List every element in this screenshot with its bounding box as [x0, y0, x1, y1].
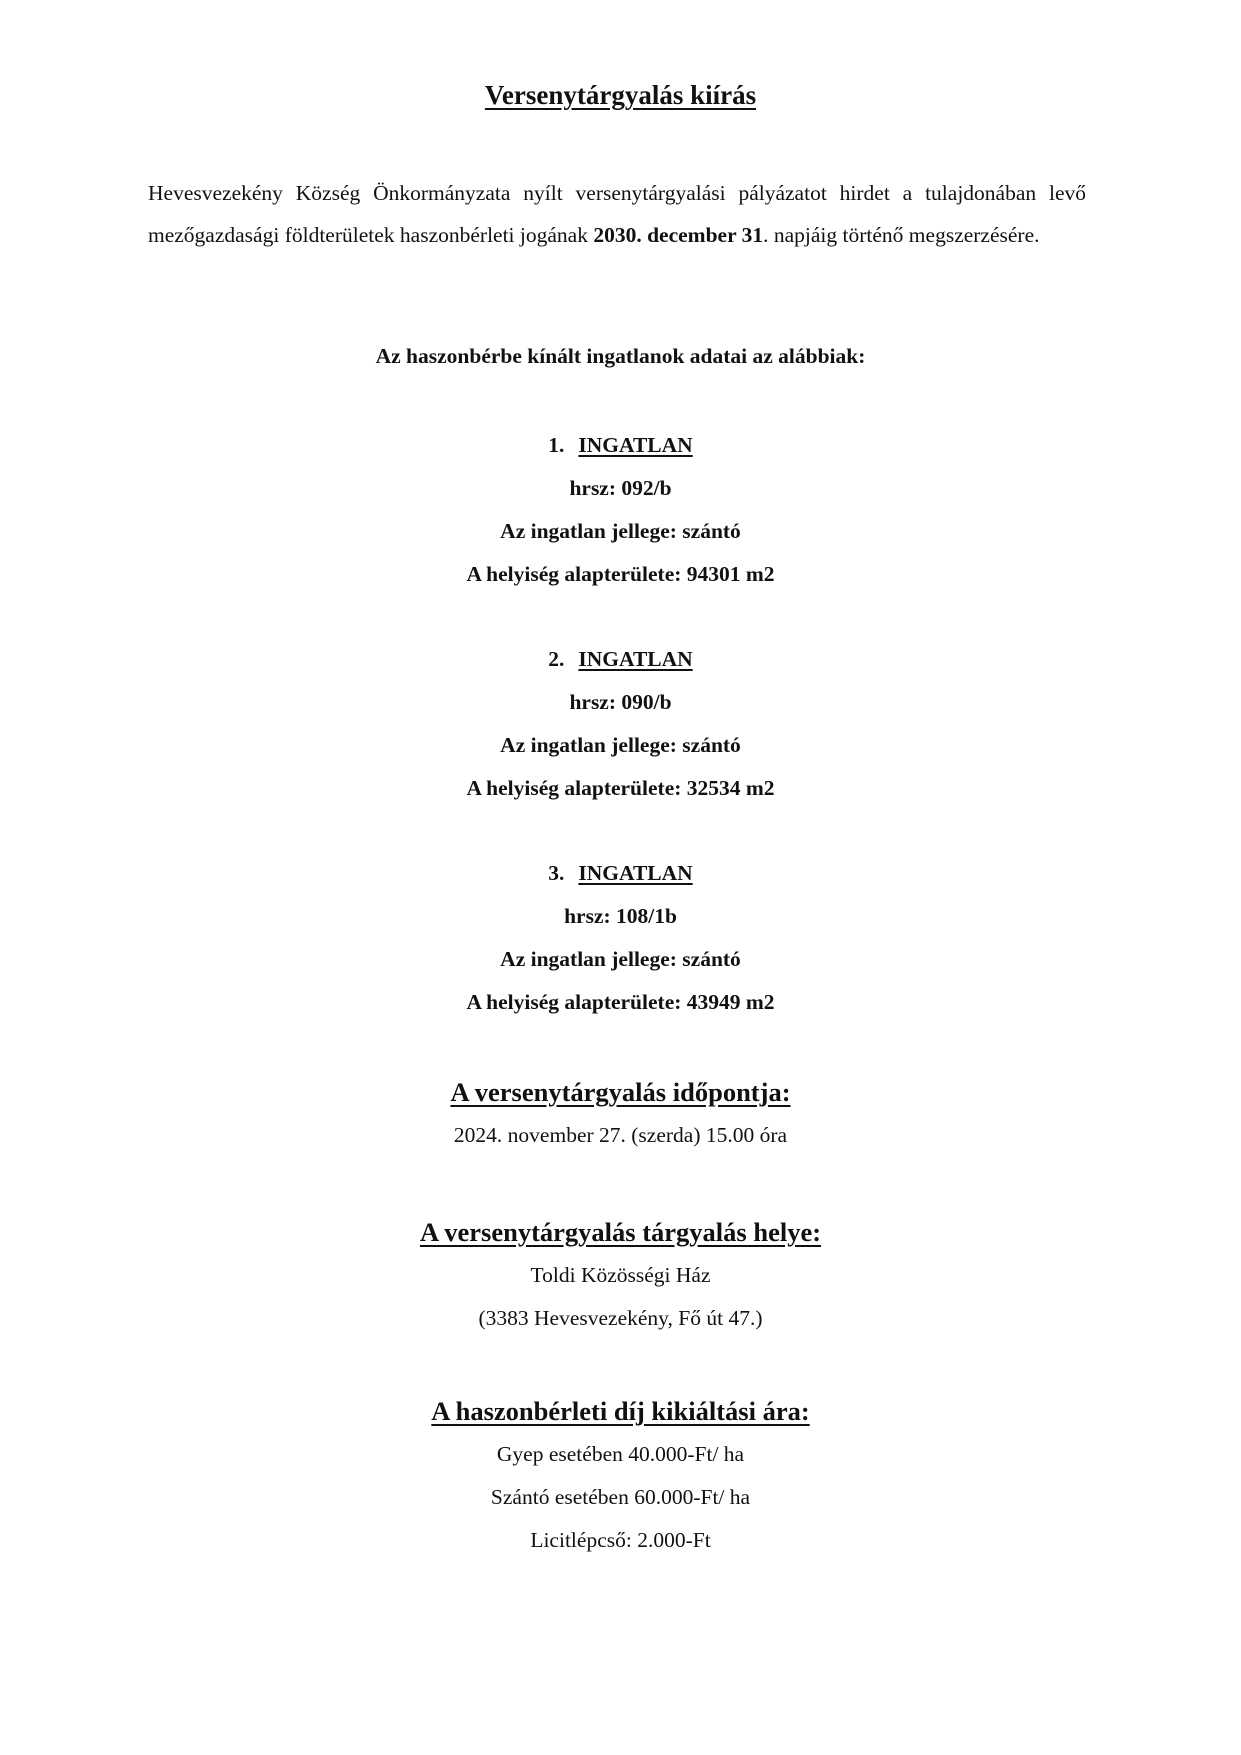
place-section: [0, 1210, 1241, 1340]
property-number: 2.: [548, 647, 565, 671]
price-line-gyep: Gyep esetében 40.000-Ft/ ha: [496, 1442, 745, 1466]
property-number: 1.: [548, 433, 565, 457]
property-number: 3.: [548, 861, 565, 885]
date-section: [0, 1070, 1241, 1157]
property-heading: [0, 852, 1241, 895]
property-area: A helyiség alapterülete: 94301 m2: [466, 562, 775, 586]
date-value: 2024. november 27. (szerda) 15.00 óra: [453, 1123, 788, 1147]
property-type: Az ingatlan jellege: szántó: [500, 519, 741, 543]
property-block-2: [0, 638, 1241, 810]
property-hrsz: hrsz: 090/b: [569, 690, 672, 714]
place-section-title: A versenytárgyalás tárgyalás helye:: [419, 1217, 822, 1247]
property-hrsz: hrsz: 108/1b: [564, 904, 677, 928]
property-block-1: [0, 424, 1241, 596]
intro-paragraph: [148, 172, 1086, 256]
place-name: Toldi Közösségi Ház: [530, 1263, 711, 1287]
property-area: A helyiség alapterülete: 43949 m2: [466, 990, 775, 1014]
price-section-title: A haszonbérleti díj kikiáltási ára:: [431, 1396, 810, 1426]
intro-text-after: . napjáig történő megszerzésére.: [763, 223, 1040, 247]
date-section-title: A versenytárgyalás időpontja:: [450, 1077, 791, 1107]
intro-text-before: Hevesvezekény Község Önkormányzata nyílt versenytárgyalási pályázatot hirdet a tulajdonában levő mezőgazdasági földterületek haszonbérleti jogának: [148, 181, 1086, 247]
price-line-szanto: Szántó esetében 60.000-Ft/ ha: [490, 1485, 751, 1509]
document-title: Versenytárgyalás kiírás: [484, 80, 757, 110]
property-list-heading: Az haszonbérbe kínált ingatlanok adatai az alábbiak:: [375, 344, 866, 368]
property-heading: [0, 424, 1241, 467]
property-label: INGATLAN: [578, 861, 693, 885]
price-section: [0, 1389, 1241, 1562]
intro-bold-date: 2030. december 31: [593, 223, 764, 247]
property-hrsz: hrsz: 092/b: [569, 476, 672, 500]
property-type: Az ingatlan jellege: szántó: [500, 947, 741, 971]
property-label: INGATLAN: [578, 433, 693, 457]
place-address: (3383 Hevesvezekény, Fő út 47.): [478, 1306, 763, 1330]
property-area: A helyiség alapterülete: 32534 m2: [466, 776, 775, 800]
price-line-licitlepcso: Licitlépcső: 2.000-Ft: [530, 1528, 711, 1552]
property-heading: [0, 638, 1241, 681]
property-block-3: [0, 852, 1241, 1024]
property-label: INGATLAN: [578, 647, 693, 671]
property-type: Az ingatlan jellege: szántó: [500, 733, 741, 757]
